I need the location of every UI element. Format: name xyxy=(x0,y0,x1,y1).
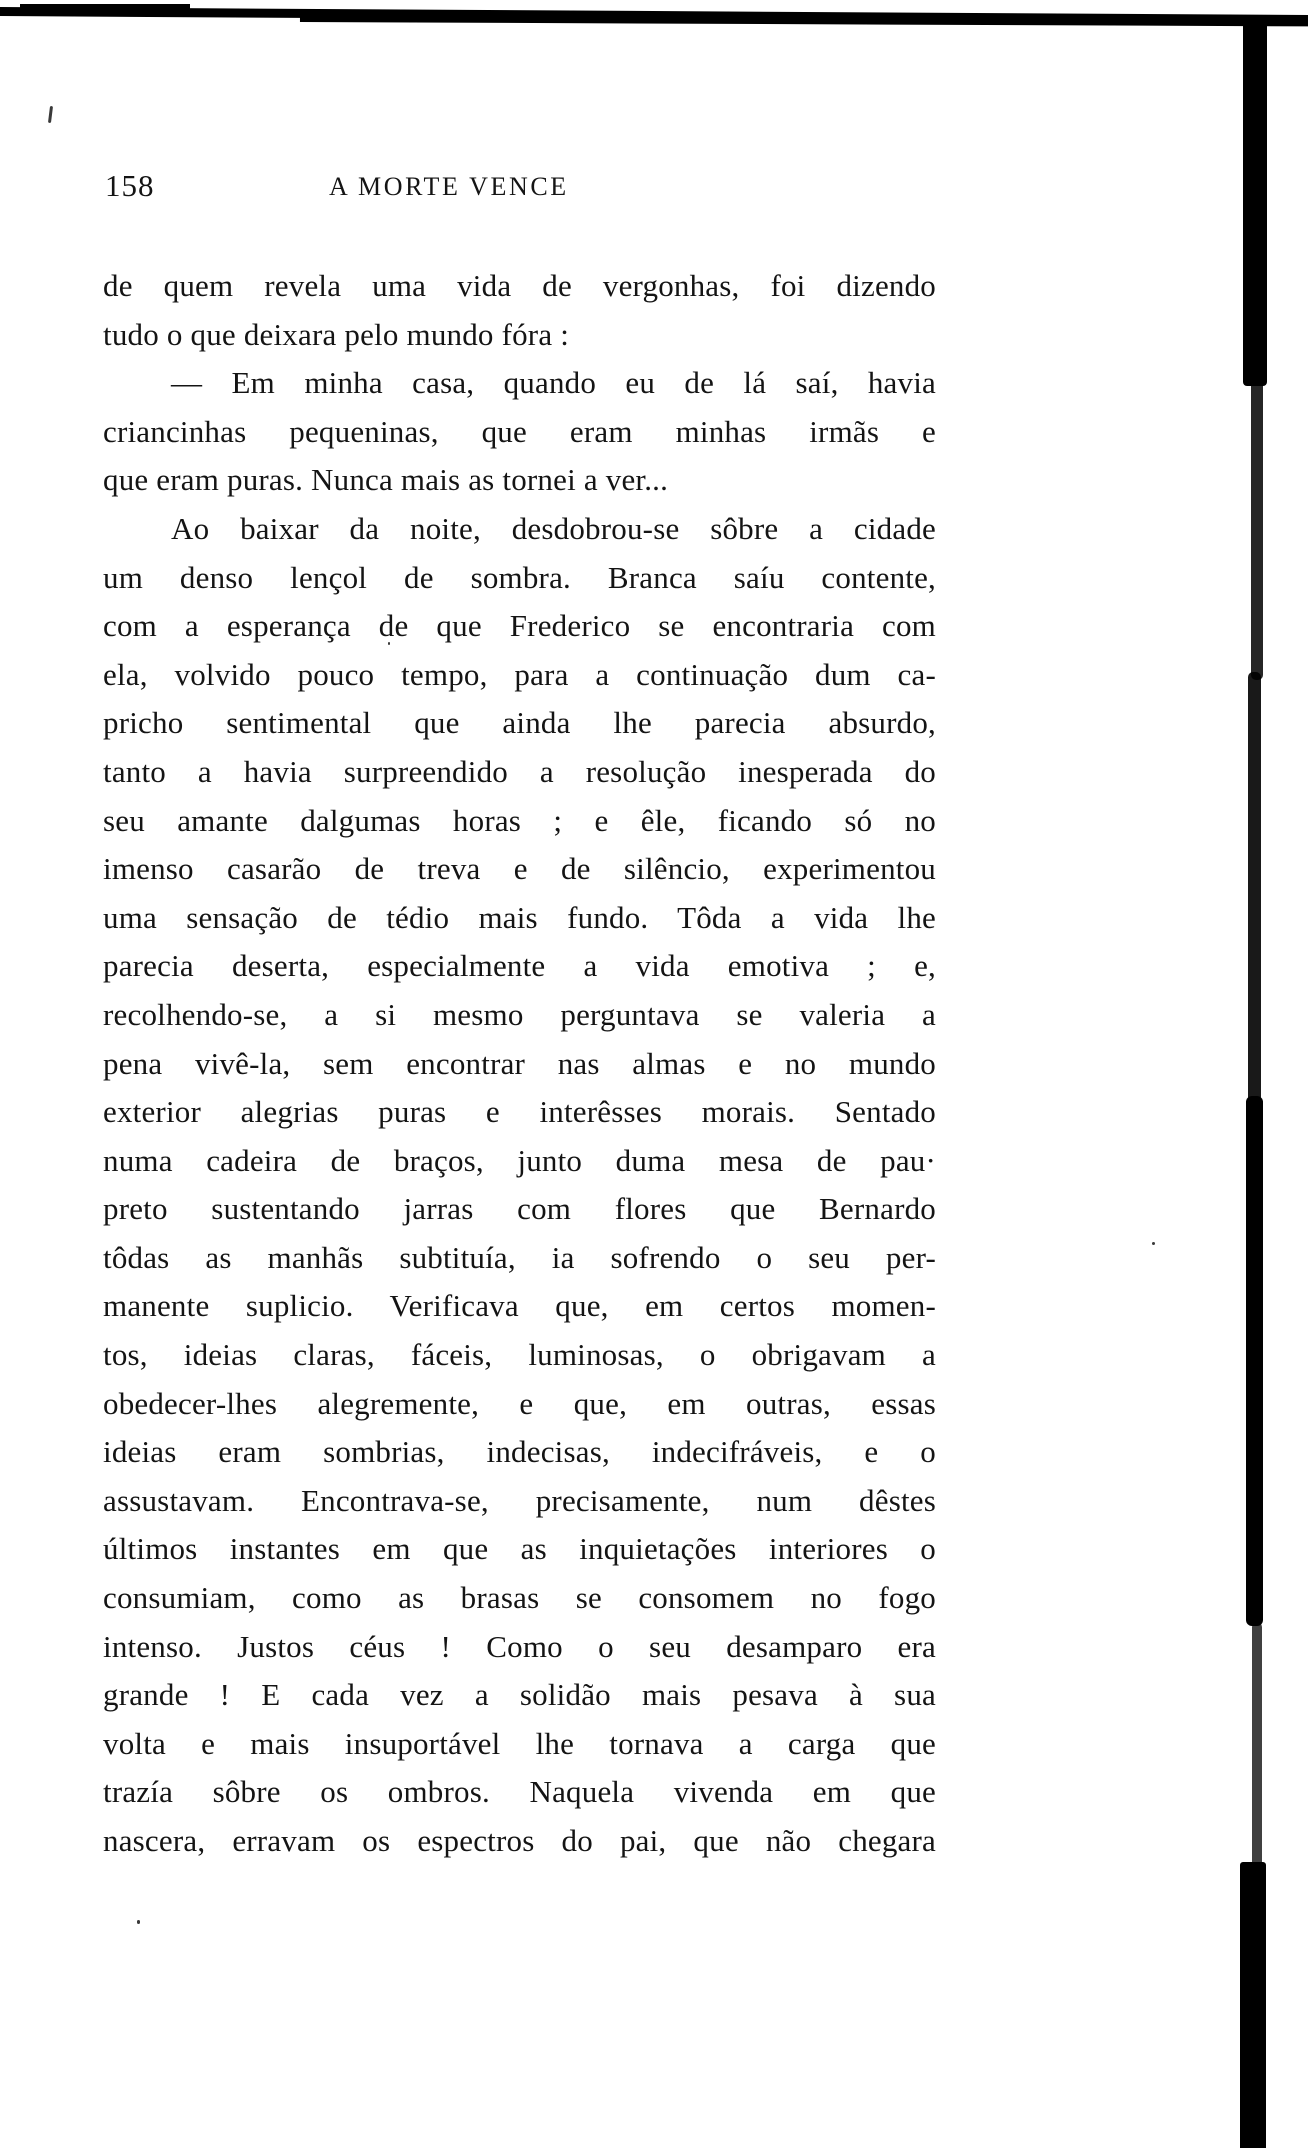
text-line: um denso lençol de sombra. Branca saíu contente, xyxy=(103,559,936,595)
scan-artifact-right-edge xyxy=(1240,1862,1266,2148)
text-line: preto sustentando jarras com flores que Bernardo xyxy=(103,1191,936,1227)
scan-speckle xyxy=(137,1920,140,1924)
scan-speckle xyxy=(1152,1242,1155,1245)
text-line: tos, ideias claras, fáceis, luminosas, o obrigavam a xyxy=(103,1337,936,1373)
text-line: tanto a havia surpreendido a resolução inesperada do xyxy=(103,753,936,789)
text-line: com a esperança de que Frederico se encontraria com xyxy=(103,608,936,644)
text-line: recolhendo-se, a si mesmo perguntava se valeria a xyxy=(103,996,936,1032)
text-line: assustavam. Encontrava-se, precisamente, num dêstes xyxy=(103,1482,936,1518)
text-line: seu amante dalgumas horas ; e êle, ficando só no xyxy=(103,802,936,838)
text-line: obedecer-lhes alegremente, e que, em outras, essas xyxy=(103,1385,936,1421)
scan-artifact-right-edge xyxy=(1252,1622,1262,1872)
text-line: — Em minha casa, quando eu de lá saí, havia xyxy=(171,365,936,401)
text-line: trazía sôbre os ombros. Naquela vivenda em que xyxy=(103,1774,936,1810)
text-line: nascera, erravam os espectros do pai, que não chegara xyxy=(103,1823,936,1858)
text-line: manente suplicio. Verificava que, em certos momen- xyxy=(103,1288,936,1324)
page-number: 158 xyxy=(105,168,155,203)
text-line: intenso. Justos céus ! Como o seu desamparo era xyxy=(103,1628,936,1664)
scan-artifact-right-edge xyxy=(1246,1096,1263,1626)
scan-artifact-right-edge xyxy=(1248,672,1261,1102)
text-line: pena vivê-la, sem encontrar nas almas e no mundo xyxy=(103,1045,936,1081)
text-line: numa cadeira de braços, junto duma mesa de pau· xyxy=(103,1142,936,1178)
text-line: tudo o que deixara pelo mundo fóra : xyxy=(103,316,570,352)
text-line: de quem revela uma vida de vergonhas, foi dizendo xyxy=(103,268,936,303)
text-line: imenso casarão de treva e de silêncio, experimentou xyxy=(103,851,936,887)
running-title: A MORTE VENCE xyxy=(329,172,569,201)
text-line: exterior alegrias puras e interêsses morais. Sentado xyxy=(103,1094,936,1130)
scan-speckle xyxy=(48,106,53,123)
text-line: tôdas as manhãs subtituía, ia sofrendo o seu per- xyxy=(103,1239,936,1275)
text-line: parecia deserta, especialmente a vida emotiva ; e, xyxy=(103,948,936,984)
text-line: Ao baixar da noite, desdobrou-se sôbre a cidade xyxy=(171,510,936,546)
text-line: ideias eram sombrias, indecisas, indecifráveis, e o xyxy=(103,1434,936,1470)
text-line: uma sensação de tédio mais fundo. Tôda a vida lhe xyxy=(103,899,936,935)
text-line: pricho sentimental que ainda lhe parecia absurdo, xyxy=(103,705,936,741)
page-header xyxy=(103,168,936,212)
text-line: volta e mais insuportável lhe tornava a carga que xyxy=(103,1725,936,1761)
text-line: consumiam, como as brasas se consomem no fogo xyxy=(103,1580,936,1616)
scan-artifact-top-band xyxy=(20,4,190,10)
text-line: ela, volvido pouco tempo, para a continuação dum ca- xyxy=(103,656,936,692)
scan-artifact-right-edge xyxy=(1251,380,1263,680)
text-line: que eram puras. Nunca mais as tornei a ver... xyxy=(103,462,669,498)
scan-artifact-right-edge xyxy=(1243,16,1267,386)
page-text xyxy=(103,262,936,1866)
text-line: grande ! E cada vez a solidão mais pesava à sua xyxy=(103,1677,936,1713)
text-line: criancinhas pequeninas, que eram minhas irmãs e xyxy=(103,413,936,449)
text-line: últimos instantes em que as inquietações interiores o xyxy=(103,1531,936,1567)
